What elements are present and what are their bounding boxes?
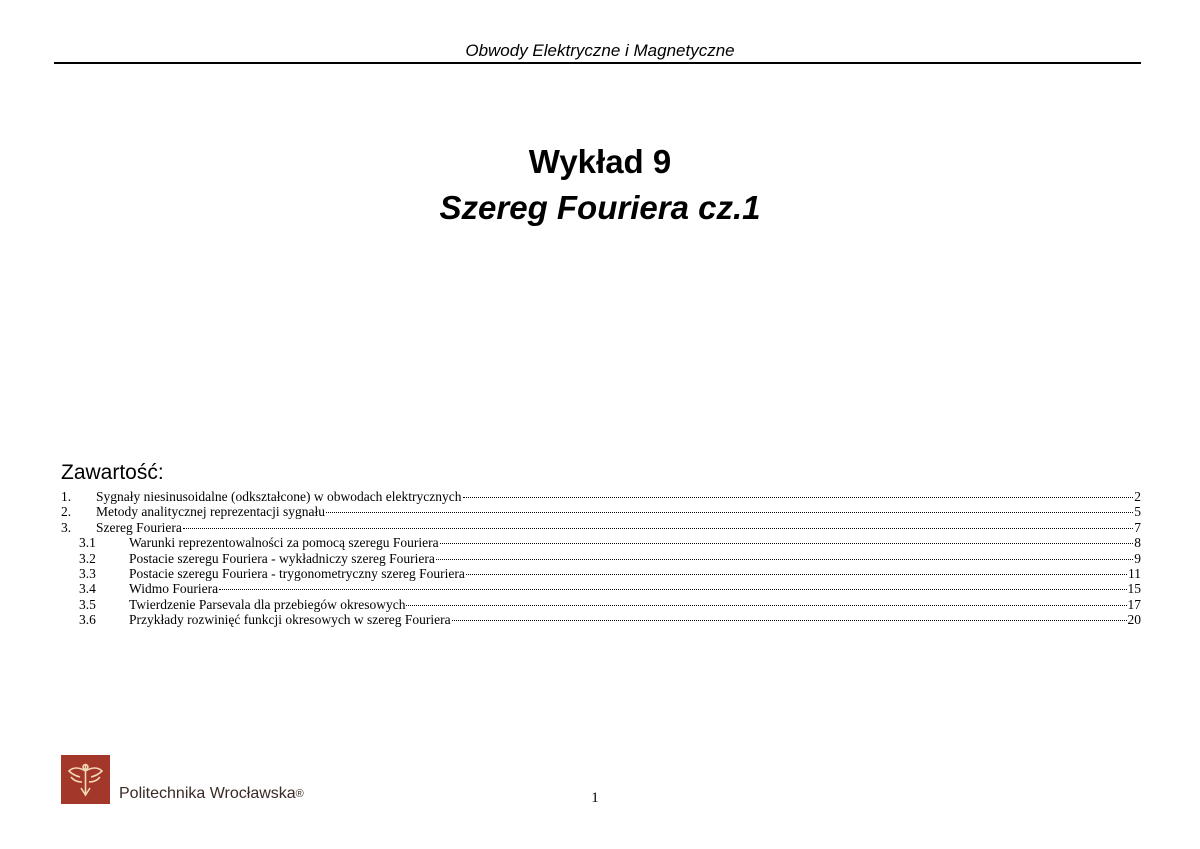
toc-entry-number: 3.2	[79, 550, 96, 566]
toc-subentry[interactable]	[61, 535, 1141, 550]
toc-entry-number: 3.	[61, 519, 72, 535]
toc-entry-label: Postacie szeregu Fouriera - wykładniczy szereg Fouriera	[129, 550, 435, 566]
toc-entry-page: 15	[1127, 581, 1141, 597]
toc-subentry[interactable]	[61, 612, 1141, 627]
toc-entry[interactable]	[61, 520, 1141, 535]
toc-entry-page: 8	[1134, 535, 1141, 551]
toc-entry-number: 3.6	[79, 612, 96, 628]
toc-leader-dots	[463, 496, 1134, 498]
university-name-text: Politechnika Wrocławska	[119, 784, 296, 802]
toc-subentry[interactable]	[61, 597, 1141, 612]
toc-entry-label: Przykłady rozwinięć funkcji okresowych w szereg Fouriera	[129, 612, 451, 628]
toc-entry-label: Postacie szeregu Fouriera - trygonometryczny szereg Fouriera	[129, 565, 465, 581]
toc-leader-dots	[436, 558, 1133, 560]
lecture-subtitle: Szereg Fouriera cz.1	[439, 189, 761, 226]
page-number: 1	[591, 790, 599, 806]
table-of-contents	[61, 489, 1141, 628]
toc-leader-dots	[219, 588, 1126, 590]
toc-entry-page: 20	[1127, 612, 1141, 628]
toc-leader-dots	[326, 511, 1133, 513]
toc-leader-dots	[183, 527, 1133, 529]
toc-entry[interactable]	[61, 489, 1141, 504]
toc-entry-label: Twierdzenie Parsevala dla przebiegów okresowych	[129, 596, 406, 612]
toc-leader-dots	[406, 604, 1126, 606]
toc-entry-number: 1.	[61, 489, 72, 504]
toc-entry-label: Szereg Fouriera	[96, 519, 182, 535]
toc-subentry[interactable]	[61, 566, 1141, 581]
toc-entry-page: 11	[1128, 565, 1141, 581]
registered-mark: ®	[295, 787, 304, 800]
header-rule	[54, 62, 1141, 64]
toc-heading: Zawartość:	[61, 461, 164, 484]
toc-entry-label: Sygnały niesinusoidalne (odkształcone) w obwodach elektrycznych	[96, 489, 462, 504]
toc-entry-label: Metody analitycznej reprezentacji sygnału	[96, 504, 326, 520]
toc-entry-label: Warunki reprezentowalności za pomocą szeregu Fouriera	[129, 535, 439, 551]
toc-entry-page: 9	[1134, 550, 1141, 566]
toc-leader-dots	[466, 573, 1127, 575]
toc-subentry[interactable]	[61, 551, 1141, 566]
toc-subentry[interactable]	[61, 581, 1141, 596]
toc-entry-number: 3.3	[79, 565, 96, 581]
toc-entry-number: 2.	[61, 504, 72, 520]
toc-entry[interactable]	[61, 504, 1141, 519]
toc-entry-label: Widmo Fouriera	[129, 581, 219, 597]
toc-entry-number: 3.4	[79, 581, 96, 597]
toc-entry-page: 17	[1127, 596, 1141, 612]
toc-leader-dots	[440, 542, 1134, 544]
running-header: Obwody Elektryczne i Magnetyczne	[465, 41, 735, 60]
toc-entry-page: 2	[1134, 489, 1141, 504]
lecture-title: Wykład 9	[528, 143, 672, 180]
toc-entry-number: 3.1	[79, 535, 96, 551]
toc-entry-number: 3.5	[79, 596, 96, 612]
toc-leader-dots	[452, 619, 1127, 621]
toc-entry-page: 7	[1134, 519, 1141, 535]
toc-entry-page: 5	[1134, 504, 1141, 520]
